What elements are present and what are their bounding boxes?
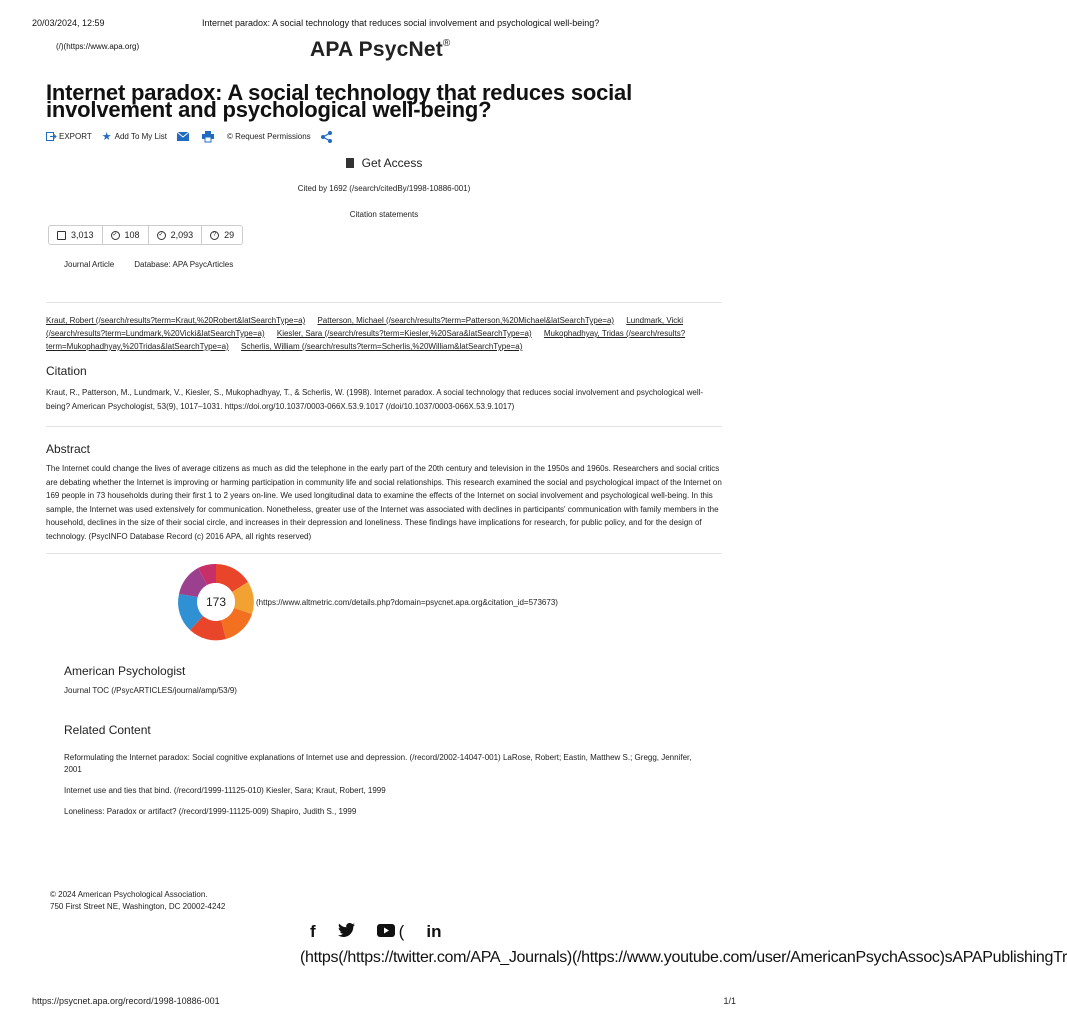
social-links: [310, 922, 463, 942]
print-icon: [202, 131, 214, 142]
record-database: Database: APA PsycArticles: [134, 260, 234, 269]
email-icon: [177, 132, 189, 141]
citation-heading: Citation: [46, 364, 87, 378]
divider: [46, 553, 722, 554]
metric-value: 29: [224, 230, 235, 240]
footer-copyright: [50, 889, 225, 913]
document-icon: [346, 158, 354, 168]
print-header: [32, 18, 736, 28]
journal-title: American Psychologist: [64, 664, 186, 678]
related-item[interactable]: Internet use and ties that bind. (/record/1999-11125-010) Kiesler, Sara; Kraut, Robert, 1999: [64, 786, 386, 795]
share-button[interactable]: [321, 131, 335, 143]
address-line: 750 First Street NE, Washington, DC 20002-4242: [50, 902, 226, 911]
cited-by-link[interactable]: Cited by 1692 (/search/citedBy/1998-10886-001): [297, 184, 471, 193]
record-type: Journal Article: [64, 260, 115, 269]
metric-citing[interactable]: [49, 226, 103, 244]
export-button[interactable]: [46, 132, 92, 141]
facebook-icon[interactable]: f: [310, 922, 316, 941]
citation-text: Kraut, R., Patterson, M., Lundmark, V., Kiesler, S., Mukophadhyay, T., & Scherlis, W. (1998). Internet paradox. A social technology that reduces social involvement and psychological well-being? American Psychologist, 53(9), 1017–1031. https://doi.org/10.1037/0003-066X.53.9.1017 (/doi/10.1037/0003-066X.53.9.1017): [46, 388, 704, 411]
request-permissions-button[interactable]: [227, 132, 311, 141]
related-item[interactable]: Reformulating the Internet paradox: Social cognitive explanations of Internet use and depression. (/record/2002-14047-001) LaRose, Robert; Eastin, Matthew S.; Gregg, Jennifer, 2001: [64, 753, 692, 774]
question-icon: ?: [210, 231, 219, 240]
author-list: [46, 314, 706, 353]
star-icon: ★: [101, 131, 112, 143]
author-link[interactable]: Kraut, Robert (/search/results?term=Kraut,%20Robert&latSearchType=a): [46, 316, 306, 325]
twitter-icon[interactable]: [338, 922, 355, 942]
article-actions: [46, 130, 345, 143]
export-label: EXPORT: [59, 132, 92, 141]
altmetric-badge[interactable]: [178, 564, 254, 640]
author-link[interactable]: Scherlis, William (/search/results?term=Scherlis,%20William&latSearchType=a): [241, 342, 523, 351]
divider: [46, 426, 722, 427]
check-icon: ✓: [158, 231, 164, 238]
apa-psycnet-logo[interactable]: [310, 38, 451, 62]
print-button[interactable]: [202, 131, 217, 142]
social-url-overlap[interactable]: (https(/https://twitter.com/APA_Journals)(/https://www.youtube.com/user/AmericanPsychAssoc)sAPAPublishingTr: [300, 949, 1067, 966]
share-icon: [321, 131, 332, 143]
related-content-list: [64, 752, 704, 827]
metric-value: 108: [124, 230, 140, 240]
email-button[interactable]: [177, 132, 192, 141]
page-url: https://psycnet.apa.org/record/1998-10886-001: [32, 996, 220, 1006]
metric-value: 2,093: [170, 230, 194, 240]
author-link[interactable]: Patterson, Michael (/search/results?term=Patterson,%20Michael&latSearchType=a): [317, 316, 615, 325]
article-title: Internet paradox: A social technology that reduces social involvement and psychological well-being?: [46, 80, 633, 122]
export-icon: [46, 132, 56, 141]
linkedin-icon[interactable]: in: [426, 922, 442, 941]
metric-mentioning[interactable]: [149, 226, 203, 244]
document-icon: [57, 231, 66, 240]
get-access-label: Get Access: [361, 156, 423, 170]
citation-metrics[interactable]: [48, 225, 243, 245]
record-type-row: [64, 260, 233, 269]
metric-contrasting[interactable]: [202, 226, 242, 244]
youtube-paren: (: [398, 922, 405, 941]
print-title: Internet paradox: A social technology that reduces social involvement and psychological well-being?: [202, 18, 600, 28]
print-date: 20/03/2024, 12:59: [32, 18, 105, 28]
youtube-icon[interactable]: [377, 922, 395, 942]
request-permissions-label: © Request Permissions: [226, 132, 311, 141]
metric-supporting[interactable]: [103, 226, 149, 244]
get-access-button[interactable]: [0, 156, 768, 170]
add-to-list-button[interactable]: [102, 130, 167, 143]
check-icon: ✓: [112, 231, 118, 238]
divider: [46, 302, 722, 303]
page-number: 1/1: [723, 996, 736, 1006]
abstract-text: The Internet could change the lives of average citizens as much as did the telephone in the early part of the 20th century and television in the 1950s and 1960s. Researchers and social critics are debating whether the Internet is improving or harming participation in community life and social relationships. This research examined the social and psychological impact of the Internet on 169 people in 73 households during their first 1 to 2 years on-line. We used longitudinal data to examine the effects of the Internet on social involvement and psychological well-being. In this sample, the Internet was used extensively for communication. Nonetheless, greater use of the Internet was associated with declines in participants' communication with family members in the household, declines in the size of their social circle, and increases in their depression and loneliness. These findings have implications for research, for public policy, and for the design of technology. (PsycINFO Database Record (c) 2016 APA, all rights reserved): [46, 464, 722, 541]
print-footer: [32, 996, 736, 1006]
metric-value: 3,013: [71, 230, 94, 240]
altmetric-link[interactable]: (https://www.altmetric.com/details.php?domain=psycnet.apa.org&citation_id=573673): [256, 598, 558, 607]
logo-text: APA PsycNet: [310, 38, 443, 61]
author-link[interactable]: Lundmark, Vicki (/search/results?term=Lundmark,%20Vicki&latSearchType=a): [46, 316, 684, 338]
journal-toc-link[interactable]: Journal TOC (/PsycARTICLES/journal/amp/53/9): [64, 686, 237, 695]
altmetric-score: 173: [205, 595, 227, 609]
citation-statements-link[interactable]: Citation statements: [349, 210, 419, 219]
logo-mark: ®: [442, 38, 451, 49]
altmetric-donut: [178, 564, 254, 640]
related-content-heading: Related Content: [64, 723, 151, 737]
copyright-line: © 2024 American Psychological Association.: [50, 890, 208, 899]
related-item[interactable]: Loneliness: Paradox or artifact? (/record/1999-11125-009) Shapiro, Judith S., 1999: [64, 807, 357, 816]
abstract-heading: Abstract: [46, 442, 91, 456]
author-link[interactable]: Mukophadhyay, Tridas (/search/results?term=Mukophadhyay,%20Tridas&latSearchType=a): [46, 329, 686, 351]
apa-home-link[interactable]: (/)(https://www.apa.org): [56, 42, 140, 51]
add-to-list-label: Add To My List: [114, 132, 167, 141]
author-link[interactable]: Kiesler, Sara (/search/results?term=Kiesler,%20Sara&latSearchType=a): [276, 329, 532, 338]
